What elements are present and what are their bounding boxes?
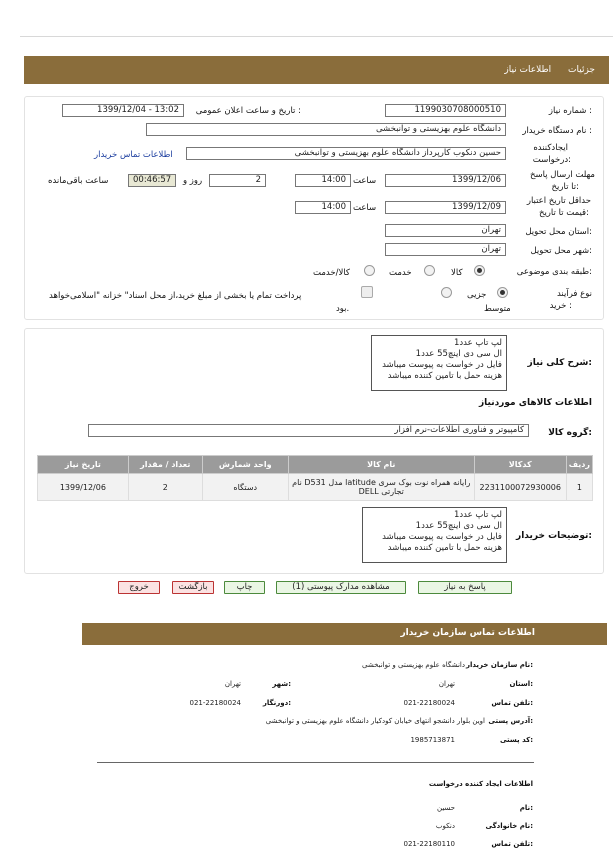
creator-label-2: درخواست: (532, 155, 571, 165)
contact-province-value: تهران (438, 680, 455, 688)
announce-label: تاریخ و ساعت اعلان عمومی : (195, 106, 301, 116)
process-medium-label: متوسط (484, 304, 511, 314)
row-qty: 2 (128, 474, 202, 501)
description-line: لپ تاپ عدد1 (453, 338, 502, 348)
process-partial-label: جزیی (467, 290, 487, 300)
validity-time-label: ساعت (353, 203, 377, 213)
contact-postal-value: 1985713871 (410, 736, 455, 744)
contact-phone-label: تلفن تماس: (491, 699, 533, 707)
goods-group-field: کامپیوتر و فناوری اطلاعات-نرم افزار (88, 424, 529, 437)
category-service-label: خدمت (389, 268, 412, 278)
table-row (38, 474, 593, 501)
col-date: تاریخ نیاز (38, 456, 129, 474)
attachments-button[interactable]: مشاهده مدارک پیوستی (1) (276, 581, 406, 594)
row-index: 1 (566, 474, 592, 501)
creator-phone-value: 021-22180110 (403, 840, 455, 848)
col-code: کدکالا (474, 456, 566, 474)
buyer-contact-link[interactable]: اطلاعات تماس خریدار (94, 150, 173, 160)
creator-phone-label: تلفن تماس: (491, 840, 533, 848)
announce-field: 1399/12/04 - 13:02 (62, 104, 184, 117)
contact-org-value: دانشگاه علوم بهزیستی و توانبخشی (362, 661, 465, 669)
city-field: تهران (385, 243, 506, 256)
reply-time-field: 14:00 (295, 174, 351, 187)
city-label: شهر محل تحویل: (530, 246, 592, 256)
contact-address-value: اوین بلوار دانشجو انتهای خیابان کودکیار دانشگاه علوم بهزیستی و توانبخشی (265, 717, 485, 725)
buyer-notes-line: هزینه حمل با تامین کننده میباشد (387, 543, 502, 553)
goods-section-title: اطلاعات کالاهای موردنیاز (478, 398, 592, 408)
days-field: 2 (209, 174, 266, 187)
category-goods-label: کالا (451, 268, 463, 278)
need-number-field: 1199030708000510 (385, 104, 506, 117)
province-label: استان محل تحویل: (525, 227, 592, 237)
contact-title: اطلاعات تماس سازمان خریدار (400, 628, 535, 638)
validity-label-1: حداقل تاریخ اعتبار (526, 196, 591, 206)
validity-time-field: 14:00 (295, 201, 351, 214)
contact-province-label: استان: (509, 680, 533, 688)
print-button[interactable]: چاپ (224, 581, 265, 594)
category-both-label: کالا/خدمت (313, 268, 350, 278)
row-unit: دستگاه (202, 474, 288, 501)
validity-date-field: 1399/12/09 (385, 201, 506, 214)
remaining-label: ساعت باقی‌مانده (48, 176, 109, 186)
header-bar (24, 56, 609, 84)
back-button[interactable]: بازگشت (172, 581, 214, 594)
reply-button[interactable]: پاسخ به نیاز (418, 581, 512, 594)
buyer-notes-label: توضیحات خریدار: (516, 531, 592, 541)
description-line: فایل در خواست به پیوست میباشد (382, 360, 502, 370)
contact-city-value: تهران (224, 680, 241, 688)
remaining-time: 00:46:57 (128, 174, 176, 187)
buyer-notes-line: ال سی دی اینچ55 عدد1 (415, 521, 502, 531)
tab-need-info[interactable]: اطلاعات نیاز (504, 65, 552, 75)
reply-date-field: 1399/12/06 (385, 174, 506, 187)
process-radio-medium[interactable] (441, 287, 452, 298)
category-radio-both[interactable] (364, 265, 375, 276)
reply-time-label: ساعت (353, 176, 377, 186)
category-radio-goods[interactable] (474, 265, 485, 276)
contact-header-bar (82, 623, 607, 645)
category-label: طبقه بندی موضوعی: (516, 267, 592, 277)
col-index: ردیف (566, 456, 592, 474)
exit-button[interactable]: خروج (118, 581, 160, 594)
row-date: 1399/12/06 (38, 474, 129, 501)
tab-details[interactable]: جزئیات (568, 65, 595, 75)
creator-name-value: حسین (436, 804, 455, 812)
days-label: روز و (183, 176, 203, 186)
buyer-notes-line: لپ تاپ عدد1 (453, 510, 502, 520)
payment-note-1: پرداخت تمام یا بخشی از مبلغ خرید،از محل اسناد" خزانه "اسلامی‌خواهد (49, 291, 302, 301)
contact-postal-label: کد پستی: (499, 736, 533, 744)
creator-section-title: اطلاعات ایجاد کننده درخواست (428, 780, 533, 788)
contact-city-label: شهر: (272, 680, 291, 688)
creator-field: حسین دنکوب کارپرداز دانشگاه علوم بهزیستی و توانبخشی (186, 147, 506, 160)
contact-address-label: آدرس پستی: (488, 717, 533, 725)
goods-table (37, 455, 593, 501)
province-field: تهران (385, 224, 506, 237)
buyer-notes-box (362, 507, 507, 563)
goods-table-header (38, 456, 593, 474)
buyer-notes-line: فایل در خواست به پیوست میباشد (382, 532, 502, 542)
category-radio-service[interactable] (424, 265, 435, 276)
reply-deadline-label-1: مهلت ارسال پاسخ (530, 170, 595, 180)
col-qty: تعداد / مقدار (128, 456, 202, 474)
creator-family-label: نام خانوادگی: (485, 822, 533, 830)
process-label-1: نوع فرآیند (556, 289, 592, 299)
contact-phone-value: 021-22180024 (403, 699, 455, 707)
contact-divider (97, 762, 534, 763)
payment-note-2: بود. (336, 304, 350, 314)
buyer-name-field: دانشگاه علوم بهزیستی و توانبخشی (146, 123, 506, 136)
contact-org-label: نام سازمان خریدار: (465, 661, 533, 669)
creator-family-value: دنکوب (435, 822, 455, 830)
creator-label-1: ایجادکننده (533, 143, 568, 153)
row-code: 2231100072930006 (474, 474, 566, 501)
description-line: ال سی دی اینچ55 عدد1 (415, 349, 502, 359)
contact-fax-value: 021-22180024 (189, 699, 241, 707)
description-label: شرح کلی نیاز: (527, 358, 592, 368)
treasury-checkbox[interactable] (361, 286, 373, 298)
description-line: هزینه حمل با تامین کننده میباشد (387, 371, 502, 381)
validity-label-2: قیمت تا تاریخ: (538, 208, 589, 218)
contact-fax-label: دورنگار: (262, 699, 291, 707)
buyer-name-label: نام دستگاه خریدار : (522, 126, 592, 136)
row-name: رایانه همراه نوت بوک سری latitude مدل D531 نام تجارتی DELL (288, 474, 474, 501)
goods-group-label: گروه کالا: (548, 428, 592, 438)
col-name: نام کالا (288, 456, 474, 474)
need-number-label: شماره نیاز : (548, 106, 592, 116)
description-box (371, 335, 507, 391)
process-radio-partial[interactable] (497, 287, 508, 298)
col-unit: واحد شمارش (202, 456, 288, 474)
creator-name-label: نام: (519, 804, 533, 812)
top-divider (20, 36, 613, 37)
reply-deadline-label-2: تا تاریخ: (551, 182, 579, 192)
process-label-2: خرید : (549, 301, 572, 311)
